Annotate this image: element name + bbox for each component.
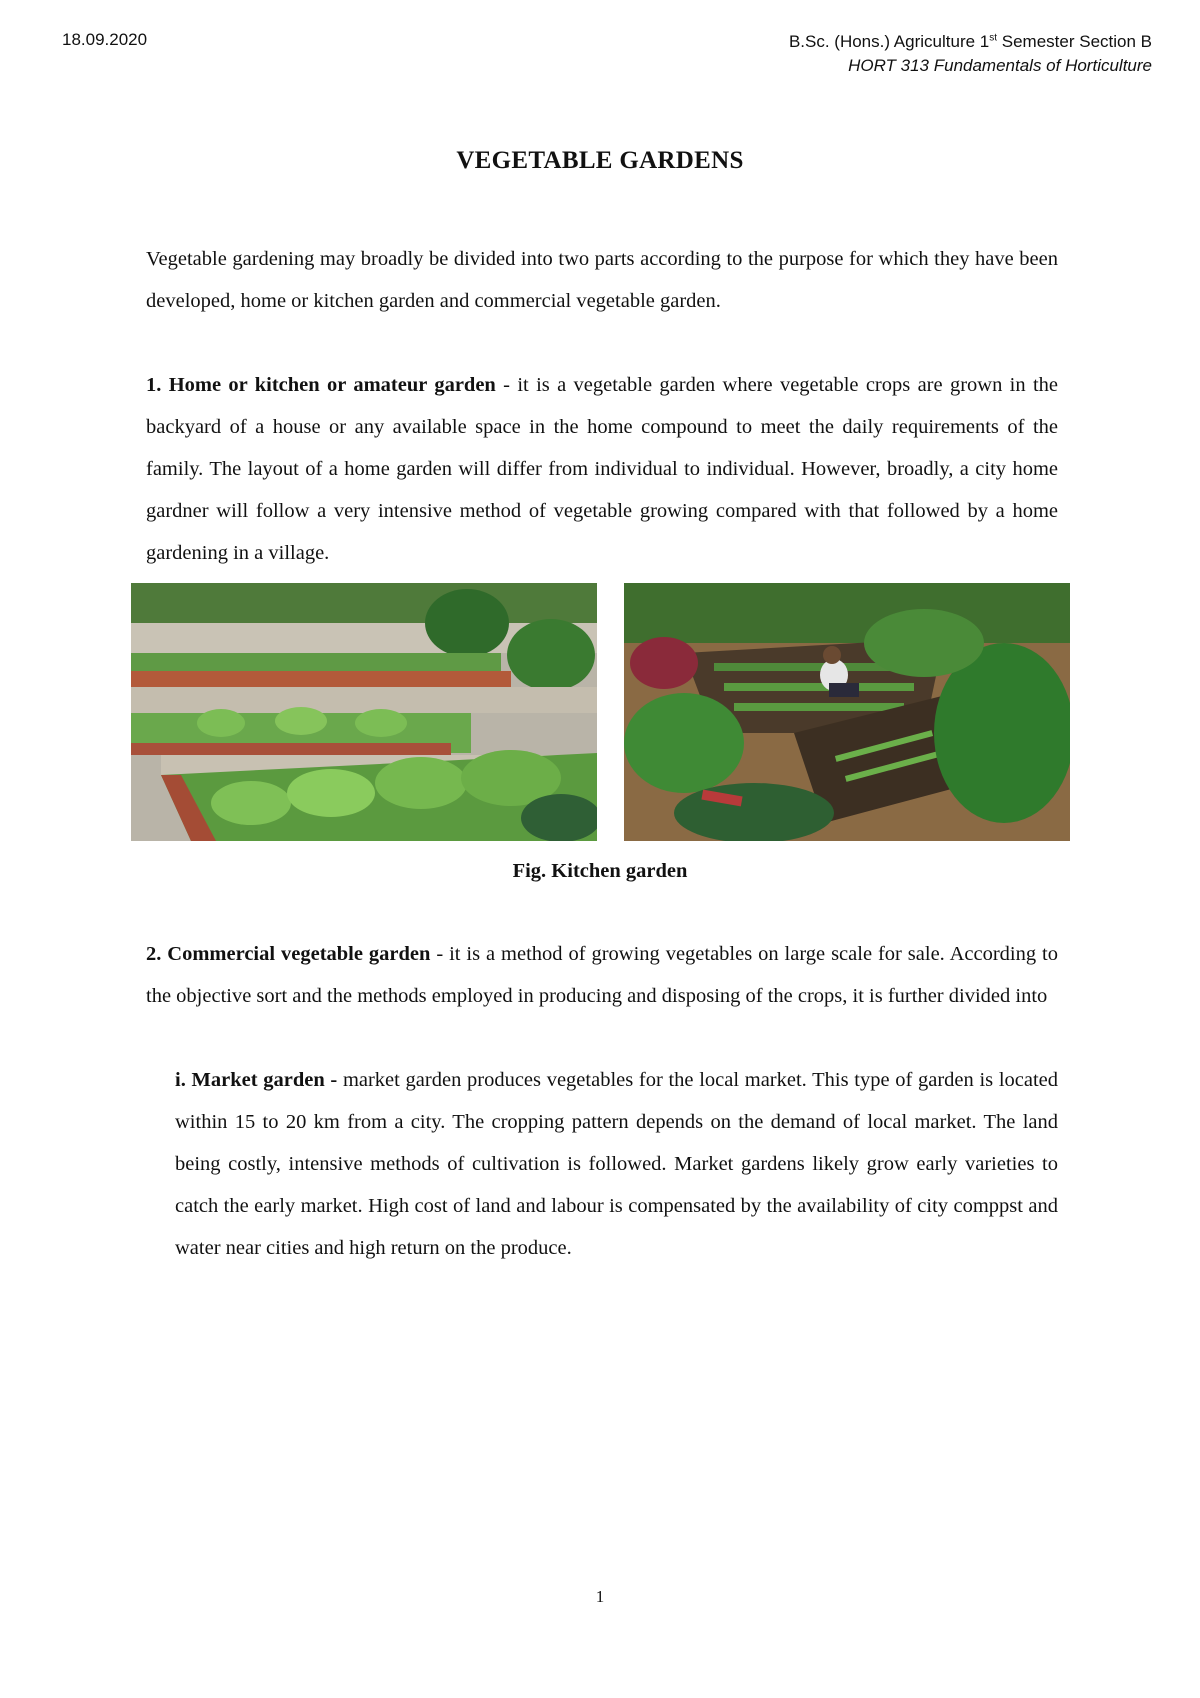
kitchen-garden-photo-gardener	[624, 583, 1070, 841]
market-garden-paragraph	[175, 1059, 1058, 1269]
header-program-text: B.Sc. (Hons.) Agriculture 1	[788, 32, 990, 51]
market-garden-heading: i. Market garden -	[175, 1069, 338, 1091]
kitchen-garden-photo-raised-beds	[131, 583, 597, 841]
page-number: 1	[595, 1587, 605, 1606]
header-program-section: Semester Section B	[997, 32, 1152, 51]
market-garden-text: market garden produces vegetables for the local market. This type of garden is located within 15 to 20 km from a city. The cropping pattern depends on the demand of local market. The land being costly, intensive methods of cultivation is followed. Market gardens likely grow early varieties to catch the early market. High cost of land and labour is compensated by the availability of city comppst and water near cities and high return on the produce.	[175, 1069, 1059, 1259]
header-date: 18.09.2020	[62, 30, 148, 49]
intro-paragraph: Vegetable gardening may broadly be divided into two parts according to the purpose for which they have been developed, home or kitchen garden and commercial vegetable garden.	[146, 248, 1058, 312]
commercial-garden-paragraph	[146, 933, 1058, 1017]
header-course: HORT 313 Fundamentals of Horticulture	[848, 56, 1152, 75]
home-garden-heading: 1. Home or kitchen or amateur garden	[146, 374, 496, 396]
header-course-info	[789, 30, 1152, 78]
header-program-superscript: st	[989, 32, 998, 44]
page-title: VEGETABLE GARDENS	[456, 147, 744, 174]
home-garden-text: - it is a vegetable garden where vegetable crops are grown in the backyard of a house or any available space in the home compound to meet the daily requirements of the family. The layout of a home garden will differ from individual to individual. However, broadly, a city home gardner will follow a very intensive method of vegetable growing compared with that followed by a home gardening in a village.	[146, 374, 1059, 564]
home-garden-paragraph	[146, 364, 1058, 574]
commercial-garden-text: - it is a method of growing vegetables on large scale for sale. According to the objective sort and the methods employed in producing and disposing of the crops, it is further divided into	[146, 943, 1058, 1007]
header-program	[789, 30, 1152, 54]
commercial-garden-heading: 2. Commercial vegetable garden	[146, 943, 431, 965]
figure-caption: Fig. Kitchen garden	[512, 860, 688, 882]
